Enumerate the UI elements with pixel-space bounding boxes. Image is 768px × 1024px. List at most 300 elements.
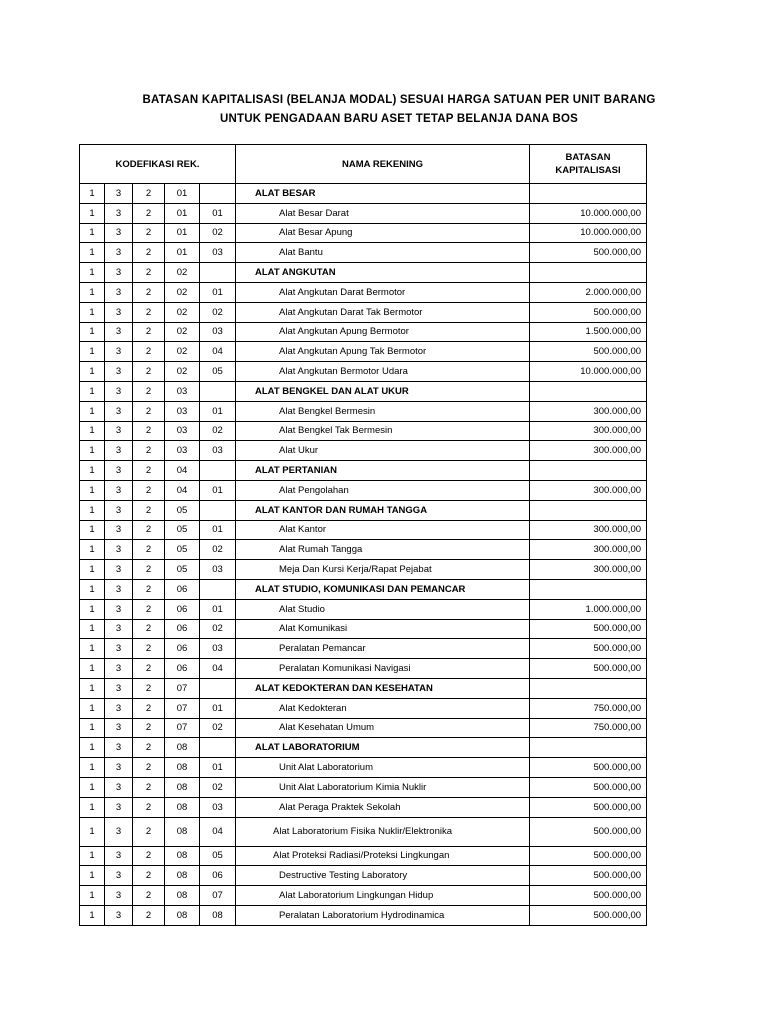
code-cell-5 bbox=[200, 381, 236, 401]
code-cell-3: 2 bbox=[133, 639, 165, 659]
batasan-cell: 500.000,00 bbox=[530, 639, 647, 659]
nama-rekening-cell: Meja Dan Kursi Kerja/Rapat Pejabat bbox=[236, 560, 530, 580]
code-cell-3: 2 bbox=[133, 619, 165, 639]
code-cell-3: 2 bbox=[133, 302, 165, 322]
code-cell-2: 3 bbox=[105, 381, 133, 401]
code-cell-2: 3 bbox=[105, 718, 133, 738]
code-cell-3: 2 bbox=[133, 797, 165, 817]
batasan-cell: 1.000.000,00 bbox=[530, 599, 647, 619]
category-row bbox=[80, 381, 647, 401]
table-row bbox=[80, 846, 647, 866]
nama-rekening-cell: Unit Alat Laboratorium Kimia Nuklir bbox=[236, 777, 530, 797]
capitalization-table bbox=[79, 144, 647, 926]
batasan-cell bbox=[530, 263, 647, 283]
code-cell-2: 3 bbox=[105, 698, 133, 718]
code-cell-3: 2 bbox=[133, 223, 165, 243]
batasan-cell: 500.000,00 bbox=[530, 797, 647, 817]
code-cell-1: 1 bbox=[80, 322, 105, 342]
code-cell-5 bbox=[200, 678, 236, 698]
code-cell-4: 01 bbox=[165, 203, 200, 223]
table-row bbox=[80, 401, 647, 421]
code-cell-1: 1 bbox=[80, 223, 105, 243]
code-cell-2: 3 bbox=[105, 421, 133, 441]
code-cell-3: 2 bbox=[133, 520, 165, 540]
nama-rekening-cell: Alat Angkutan Apung Tak Bermotor bbox=[236, 342, 530, 362]
table-row bbox=[80, 619, 647, 639]
code-cell-4: 08 bbox=[165, 777, 200, 797]
code-cell-4: 08 bbox=[165, 905, 200, 925]
code-cell-2: 3 bbox=[105, 540, 133, 560]
code-cell-1: 1 bbox=[80, 184, 105, 204]
code-cell-1: 1 bbox=[80, 758, 105, 778]
table-row bbox=[80, 203, 647, 223]
code-cell-4: 07 bbox=[165, 678, 200, 698]
code-cell-1: 1 bbox=[80, 500, 105, 520]
code-cell-3: 2 bbox=[133, 905, 165, 925]
batasan-cell: 300.000,00 bbox=[530, 441, 647, 461]
table-row bbox=[80, 718, 647, 738]
code-cell-4: 08 bbox=[165, 886, 200, 906]
code-cell-1: 1 bbox=[80, 342, 105, 362]
code-cell-3: 2 bbox=[133, 342, 165, 362]
code-cell-3: 2 bbox=[133, 698, 165, 718]
code-cell-1: 1 bbox=[80, 619, 105, 639]
table-row bbox=[80, 905, 647, 925]
batasan-cell: 500.000,00 bbox=[530, 866, 647, 886]
code-cell-1: 1 bbox=[80, 817, 105, 846]
code-cell-3: 2 bbox=[133, 718, 165, 738]
code-cell-5: 07 bbox=[200, 886, 236, 906]
code-cell-4: 02 bbox=[165, 302, 200, 322]
code-cell-3: 2 bbox=[133, 421, 165, 441]
code-cell-3: 2 bbox=[133, 758, 165, 778]
code-cell-3: 2 bbox=[133, 461, 165, 481]
code-cell-3: 2 bbox=[133, 322, 165, 342]
code-cell-5: 01 bbox=[200, 203, 236, 223]
code-cell-2: 3 bbox=[105, 263, 133, 283]
nama-rekening-cell: ALAT PERTANIAN bbox=[236, 461, 530, 481]
batasan-cell: 500.000,00 bbox=[530, 342, 647, 362]
batasan-cell: 500.000,00 bbox=[530, 302, 647, 322]
code-cell-3: 2 bbox=[133, 282, 165, 302]
nama-rekening-cell: ALAT STUDIO, KOMUNIKASI DAN PEMANCAR bbox=[236, 579, 530, 599]
code-cell-1: 1 bbox=[80, 738, 105, 758]
code-cell-4: 01 bbox=[165, 243, 200, 263]
category-row bbox=[80, 461, 647, 481]
code-cell-2: 3 bbox=[105, 579, 133, 599]
table-row bbox=[80, 441, 647, 461]
batasan-cell: 750.000,00 bbox=[530, 718, 647, 738]
code-cell-2: 3 bbox=[105, 846, 133, 866]
code-cell-3: 2 bbox=[133, 846, 165, 866]
code-cell-4: 03 bbox=[165, 421, 200, 441]
table-row bbox=[80, 520, 647, 540]
code-cell-2: 3 bbox=[105, 461, 133, 481]
code-cell-4: 01 bbox=[165, 223, 200, 243]
table-row bbox=[80, 322, 647, 342]
code-cell-5: 06 bbox=[200, 866, 236, 886]
code-cell-1: 1 bbox=[80, 866, 105, 886]
header-nama-rekening: NAMA REKENING bbox=[236, 145, 530, 184]
batasan-cell: 500.000,00 bbox=[530, 905, 647, 925]
table-row bbox=[80, 560, 647, 580]
code-cell-5: 05 bbox=[200, 846, 236, 866]
code-cell-1: 1 bbox=[80, 560, 105, 580]
nama-rekening-cell: Alat Kedokteran bbox=[236, 698, 530, 718]
code-cell-2: 3 bbox=[105, 282, 133, 302]
nama-rekening-cell: Alat Ukur bbox=[236, 441, 530, 461]
code-cell-4: 05 bbox=[165, 540, 200, 560]
code-cell-1: 1 bbox=[80, 905, 105, 925]
code-cell-2: 3 bbox=[105, 905, 133, 925]
code-cell-5: 01 bbox=[200, 599, 236, 619]
table-row bbox=[80, 817, 647, 846]
batasan-cell: 300.000,00 bbox=[530, 560, 647, 580]
code-cell-4: 02 bbox=[165, 342, 200, 362]
code-cell-5: 02 bbox=[200, 619, 236, 639]
category-row bbox=[80, 678, 647, 698]
nama-rekening-cell: Alat Angkutan Darat Bermotor bbox=[236, 282, 530, 302]
code-cell-1: 1 bbox=[80, 243, 105, 263]
code-cell-5: 04 bbox=[200, 817, 236, 846]
code-cell-4: 03 bbox=[165, 441, 200, 461]
code-cell-3: 2 bbox=[133, 263, 165, 283]
code-cell-5: 02 bbox=[200, 223, 236, 243]
code-cell-5: 01 bbox=[200, 282, 236, 302]
batasan-cell bbox=[530, 500, 647, 520]
code-cell-4: 01 bbox=[165, 184, 200, 204]
code-cell-2: 3 bbox=[105, 243, 133, 263]
nama-rekening-cell: Alat Studio bbox=[236, 599, 530, 619]
code-cell-4: 08 bbox=[165, 817, 200, 846]
code-cell-5: 01 bbox=[200, 401, 236, 421]
nama-rekening-cell: Alat Proteksi Radiasi/Proteksi Lingkungan bbox=[236, 846, 530, 866]
batasan-cell: 500.000,00 bbox=[530, 243, 647, 263]
nama-rekening-cell: Alat Angkutan Bermotor Udara bbox=[236, 362, 530, 382]
code-cell-4: 08 bbox=[165, 797, 200, 817]
code-cell-1: 1 bbox=[80, 302, 105, 322]
nama-rekening-cell: Alat Bantu bbox=[236, 243, 530, 263]
table-row bbox=[80, 421, 647, 441]
code-cell-1: 1 bbox=[80, 777, 105, 797]
nama-rekening-cell: Alat Bengkel Bermesin bbox=[236, 401, 530, 421]
nama-rekening-cell: Alat Kesehatan Umum bbox=[236, 718, 530, 738]
nama-rekening-cell: Peralatan Pemancar bbox=[236, 639, 530, 659]
code-cell-3: 2 bbox=[133, 480, 165, 500]
batasan-cell: 300.000,00 bbox=[530, 520, 647, 540]
code-cell-3: 2 bbox=[133, 817, 165, 846]
nama-rekening-cell: ALAT KEDOKTERAN DAN KESEHATAN bbox=[236, 678, 530, 698]
batasan-cell bbox=[530, 461, 647, 481]
document-title-line-2: UNTUK PENGADAAN BARU ASET TETAP BELANJA DANA BOS bbox=[219, 113, 579, 125]
code-cell-1: 1 bbox=[80, 846, 105, 866]
nama-rekening-cell: Alat Laboratorium Lingkungan Hidup bbox=[236, 886, 530, 906]
code-cell-5 bbox=[200, 738, 236, 758]
header-kodefikasi: KODEFIKASI REK. bbox=[80, 145, 236, 184]
code-cell-2: 3 bbox=[105, 322, 133, 342]
code-cell-2: 3 bbox=[105, 738, 133, 758]
table-row bbox=[80, 302, 647, 322]
table-row bbox=[80, 282, 647, 302]
code-cell-3: 2 bbox=[133, 441, 165, 461]
table-body bbox=[80, 184, 647, 926]
code-cell-5: 08 bbox=[200, 905, 236, 925]
code-cell-3: 2 bbox=[133, 184, 165, 204]
table-row bbox=[80, 758, 647, 778]
code-cell-1: 1 bbox=[80, 381, 105, 401]
batasan-cell bbox=[530, 678, 647, 698]
code-cell-5: 03 bbox=[200, 441, 236, 461]
nama-rekening-cell: Peralatan Komunikasi Navigasi bbox=[236, 659, 530, 679]
code-cell-4: 05 bbox=[165, 520, 200, 540]
document-title-line-1: BATASAN KAPITALISASI (BELANJA MODAL) SESUAI HARGA SATUAN PER UNIT BARANG bbox=[142, 94, 656, 106]
code-cell-5: 04 bbox=[200, 342, 236, 362]
code-cell-2: 3 bbox=[105, 362, 133, 382]
header-batasan-line-2: KAPITALISASI bbox=[555, 165, 621, 176]
code-cell-3: 2 bbox=[133, 678, 165, 698]
code-cell-3: 2 bbox=[133, 659, 165, 679]
code-cell-1: 1 bbox=[80, 540, 105, 560]
code-cell-1: 1 bbox=[80, 579, 105, 599]
code-cell-4: 06 bbox=[165, 579, 200, 599]
nama-rekening-cell: ALAT BENGKEL DAN ALAT UKUR bbox=[236, 381, 530, 401]
batasan-cell: 2.000.000,00 bbox=[530, 282, 647, 302]
code-cell-2: 3 bbox=[105, 560, 133, 580]
table-row bbox=[80, 342, 647, 362]
code-cell-5: 02 bbox=[200, 540, 236, 560]
code-cell-4: 03 bbox=[165, 401, 200, 421]
code-cell-1: 1 bbox=[80, 886, 105, 906]
table-row bbox=[80, 866, 647, 886]
code-cell-3: 2 bbox=[133, 500, 165, 520]
code-cell-3: 2 bbox=[133, 540, 165, 560]
code-cell-5 bbox=[200, 500, 236, 520]
code-cell-5 bbox=[200, 461, 236, 481]
code-cell-4: 02 bbox=[165, 282, 200, 302]
table-row bbox=[80, 659, 647, 679]
nama-rekening-cell: Unit Alat Laboratorium bbox=[236, 758, 530, 778]
batasan-cell: 1.500.000,00 bbox=[530, 322, 647, 342]
category-row bbox=[80, 500, 647, 520]
batasan-cell: 300.000,00 bbox=[530, 421, 647, 441]
code-cell-4: 06 bbox=[165, 619, 200, 639]
code-cell-2: 3 bbox=[105, 184, 133, 204]
code-cell-2: 3 bbox=[105, 659, 133, 679]
nama-rekening-cell: Alat Pengolahan bbox=[236, 480, 530, 500]
table-row bbox=[80, 777, 647, 797]
code-cell-4: 02 bbox=[165, 362, 200, 382]
code-cell-3: 2 bbox=[133, 579, 165, 599]
category-row bbox=[80, 184, 647, 204]
table-row bbox=[80, 243, 647, 263]
nama-rekening-cell: Alat Laboratorium Fisika Nuklir/Elektronika bbox=[236, 817, 530, 846]
code-cell-1: 1 bbox=[80, 441, 105, 461]
code-cell-2: 3 bbox=[105, 886, 133, 906]
batasan-cell: 300.000,00 bbox=[530, 480, 647, 500]
batasan-cell: 300.000,00 bbox=[530, 401, 647, 421]
batasan-cell: 500.000,00 bbox=[530, 758, 647, 778]
code-cell-3: 2 bbox=[133, 560, 165, 580]
code-cell-3: 2 bbox=[133, 599, 165, 619]
code-cell-4: 02 bbox=[165, 263, 200, 283]
code-cell-2: 3 bbox=[105, 817, 133, 846]
code-cell-1: 1 bbox=[80, 282, 105, 302]
code-cell-5: 02 bbox=[200, 302, 236, 322]
nama-rekening-cell: Alat Angkutan Darat Tak Bermotor bbox=[236, 302, 530, 322]
code-cell-3: 2 bbox=[133, 203, 165, 223]
code-cell-5 bbox=[200, 263, 236, 283]
nama-rekening-cell: ALAT LABORATORIUM bbox=[236, 738, 530, 758]
nama-rekening-cell: Peralatan Laboratorium Hydrodinamica bbox=[236, 905, 530, 925]
category-row bbox=[80, 579, 647, 599]
code-cell-1: 1 bbox=[80, 639, 105, 659]
table-row bbox=[80, 540, 647, 560]
nama-rekening-cell: Destructive Testing Laboratory bbox=[236, 866, 530, 886]
code-cell-2: 3 bbox=[105, 223, 133, 243]
batasan-cell: 500.000,00 bbox=[530, 817, 647, 846]
code-cell-1: 1 bbox=[80, 599, 105, 619]
batasan-cell: 750.000,00 bbox=[530, 698, 647, 718]
code-cell-5: 01 bbox=[200, 698, 236, 718]
batasan-cell: 500.000,00 bbox=[530, 619, 647, 639]
code-cell-1: 1 bbox=[80, 698, 105, 718]
code-cell-2: 3 bbox=[105, 797, 133, 817]
code-cell-5: 05 bbox=[200, 362, 236, 382]
code-cell-5 bbox=[200, 184, 236, 204]
code-cell-2: 3 bbox=[105, 441, 133, 461]
batasan-cell: 300.000,00 bbox=[530, 540, 647, 560]
code-cell-2: 3 bbox=[105, 678, 133, 698]
header-batasan bbox=[530, 145, 647, 184]
table-row bbox=[80, 797, 647, 817]
nama-rekening-cell: Alat Besar Darat bbox=[236, 203, 530, 223]
code-cell-1: 1 bbox=[80, 520, 105, 540]
code-cell-1: 1 bbox=[80, 401, 105, 421]
nama-rekening-cell: ALAT KANTOR DAN RUMAH TANGGA bbox=[236, 500, 530, 520]
code-cell-5: 03 bbox=[200, 243, 236, 263]
batasan-cell: 500.000,00 bbox=[530, 886, 647, 906]
code-cell-5: 01 bbox=[200, 520, 236, 540]
code-cell-1: 1 bbox=[80, 797, 105, 817]
batasan-cell: 10.000.000,00 bbox=[530, 223, 647, 243]
code-cell-3: 2 bbox=[133, 381, 165, 401]
code-cell-4: 06 bbox=[165, 599, 200, 619]
code-cell-2: 3 bbox=[105, 342, 133, 362]
code-cell-1: 1 bbox=[80, 421, 105, 441]
nama-rekening-cell: Alat Kantor bbox=[236, 520, 530, 540]
code-cell-3: 2 bbox=[133, 886, 165, 906]
code-cell-2: 3 bbox=[105, 520, 133, 540]
table-row bbox=[80, 599, 647, 619]
batasan-cell: 500.000,00 bbox=[530, 846, 647, 866]
code-cell-5: 02 bbox=[200, 421, 236, 441]
code-cell-4: 03 bbox=[165, 381, 200, 401]
batasan-cell: 10.000.000,00 bbox=[530, 362, 647, 382]
code-cell-4: 02 bbox=[165, 322, 200, 342]
code-cell-5: 01 bbox=[200, 480, 236, 500]
code-cell-2: 3 bbox=[105, 639, 133, 659]
code-cell-5: 02 bbox=[200, 777, 236, 797]
batasan-cell bbox=[530, 381, 647, 401]
code-cell-4: 07 bbox=[165, 698, 200, 718]
table-row bbox=[80, 480, 647, 500]
code-cell-3: 2 bbox=[133, 866, 165, 886]
nama-rekening-cell: Alat Peraga Praktek Sekolah bbox=[236, 797, 530, 817]
nama-rekening-cell: Alat Besar Apung bbox=[236, 223, 530, 243]
code-cell-2: 3 bbox=[105, 500, 133, 520]
code-cell-3: 2 bbox=[133, 362, 165, 382]
batasan-cell: 500.000,00 bbox=[530, 777, 647, 797]
batasan-cell bbox=[530, 738, 647, 758]
code-cell-1: 1 bbox=[80, 480, 105, 500]
code-cell-4: 08 bbox=[165, 738, 200, 758]
code-cell-5: 04 bbox=[200, 659, 236, 679]
category-row bbox=[80, 738, 647, 758]
code-cell-2: 3 bbox=[105, 480, 133, 500]
code-cell-5 bbox=[200, 579, 236, 599]
code-cell-1: 1 bbox=[80, 362, 105, 382]
code-cell-4: 04 bbox=[165, 461, 200, 481]
nama-rekening-cell: Alat Bengkel Tak Bermesin bbox=[236, 421, 530, 441]
table-row bbox=[80, 639, 647, 659]
code-cell-5: 01 bbox=[200, 758, 236, 778]
table-row bbox=[80, 698, 647, 718]
table-header-row bbox=[80, 145, 647, 184]
code-cell-4: 06 bbox=[165, 659, 200, 679]
code-cell-4: 05 bbox=[165, 500, 200, 520]
code-cell-3: 2 bbox=[133, 777, 165, 797]
code-cell-1: 1 bbox=[80, 263, 105, 283]
code-cell-4: 08 bbox=[165, 758, 200, 778]
nama-rekening-cell: ALAT BESAR bbox=[236, 184, 530, 204]
nama-rekening-cell: ALAT ANGKUTAN bbox=[236, 263, 530, 283]
code-cell-1: 1 bbox=[80, 659, 105, 679]
table-row bbox=[80, 223, 647, 243]
code-cell-5: 03 bbox=[200, 322, 236, 342]
header-batasan-line-1: BATASAN bbox=[565, 152, 611, 163]
batasan-cell: 500.000,00 bbox=[530, 659, 647, 679]
code-cell-1: 1 bbox=[80, 461, 105, 481]
code-cell-4: 08 bbox=[165, 866, 200, 886]
code-cell-4: 04 bbox=[165, 480, 200, 500]
category-row bbox=[80, 263, 647, 283]
code-cell-5: 02 bbox=[200, 718, 236, 738]
code-cell-1: 1 bbox=[80, 678, 105, 698]
code-cell-5: 03 bbox=[200, 560, 236, 580]
batasan-cell: 10.000.000,00 bbox=[530, 203, 647, 223]
code-cell-4: 06 bbox=[165, 639, 200, 659]
table-row bbox=[80, 886, 647, 906]
code-cell-4: 08 bbox=[165, 846, 200, 866]
batasan-cell bbox=[530, 184, 647, 204]
code-cell-1: 1 bbox=[80, 718, 105, 738]
nama-rekening-cell: Alat Komunikasi bbox=[236, 619, 530, 639]
nama-rekening-cell: Alat Rumah Tangga bbox=[236, 540, 530, 560]
code-cell-2: 3 bbox=[105, 619, 133, 639]
nama-rekening-cell: Alat Angkutan Apung Bermotor bbox=[236, 322, 530, 342]
code-cell-2: 3 bbox=[105, 866, 133, 886]
code-cell-2: 3 bbox=[105, 203, 133, 223]
code-cell-2: 3 bbox=[105, 302, 133, 322]
code-cell-5: 03 bbox=[200, 639, 236, 659]
table-row bbox=[80, 362, 647, 382]
code-cell-2: 3 bbox=[105, 401, 133, 421]
code-cell-3: 2 bbox=[133, 401, 165, 421]
code-cell-1: 1 bbox=[80, 203, 105, 223]
code-cell-3: 2 bbox=[133, 738, 165, 758]
code-cell-4: 07 bbox=[165, 718, 200, 738]
code-cell-2: 3 bbox=[105, 599, 133, 619]
